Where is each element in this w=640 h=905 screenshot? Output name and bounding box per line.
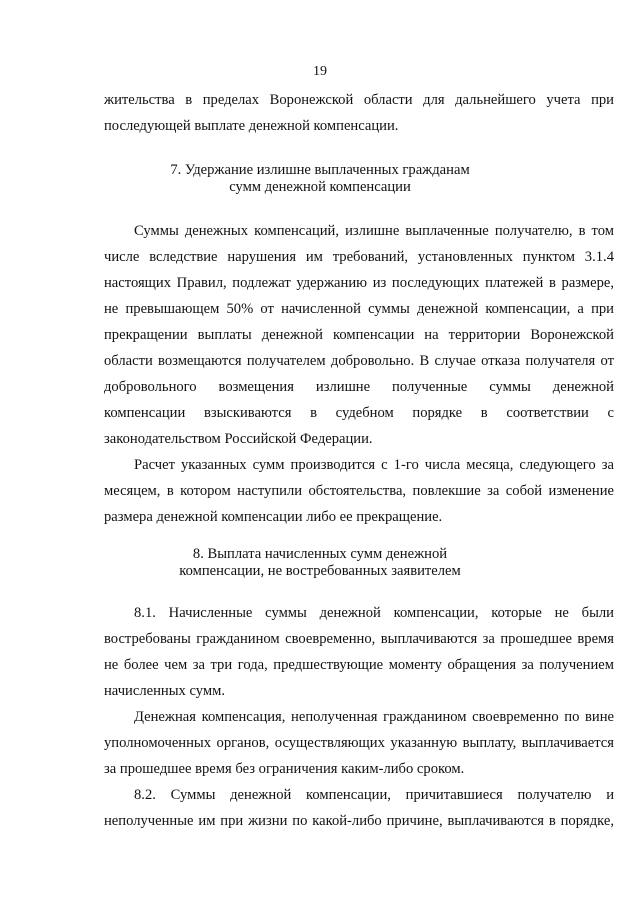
text-line: Суммы денежных компенсаций, излишне выплаченные получателю, в том [134, 223, 614, 239]
text-line: начисленных сумм. [104, 683, 225, 699]
text-line: месяцем, в котором наступили обстоятельства, повлекшие за собой изменение [104, 483, 614, 499]
heading-line: 7. Удержание излишне выплаченных гражданам [170, 162, 470, 178]
page-number: 19 [313, 64, 327, 79]
text-line: законодательством Российской Федерации. [104, 431, 373, 447]
text-line: Денежная компенсация, неполученная гражданином своевременно по вине [134, 709, 614, 725]
text-line: за прошедшее время без ограничения каким-либо сроком. [104, 761, 465, 777]
heading-line: компенсации, не востребованных заявителем [179, 563, 461, 579]
heading-line: сумм денежной компенсации [229, 179, 411, 195]
text-line: жительства в пределах Воронежской области для дальнейшего учета при [104, 92, 614, 108]
text-line: последующей выплате денежной компенсации. [104, 118, 399, 134]
text-line: 8.1. Начисленные суммы денежной компенсации, которые не были [134, 605, 614, 621]
text-line: неполученные им при жизни по какой-либо причине, выплачиваются в порядке, [104, 813, 614, 829]
text-line: не превышающем 50% от начисленной суммы денежной компенсации, а при [104, 301, 614, 317]
text-line: уполномоченных органов, осуществляющих указанную выплату, выплачивается [104, 735, 614, 751]
text-line: области возмещаются получателем добровольно. В случае отказа получателя от [104, 353, 614, 369]
text-line: не более чем за три года, предшествующие моменту обращения за получением [104, 657, 614, 673]
text-line: компенсации взыскиваются в судебном порядке в соответствии с [104, 405, 614, 421]
text-line: настоящих Правил, подлежат удержанию из последующих платежей в размере, [104, 275, 614, 291]
text-line: прекращении выплаты денежной компенсации на территории Воронежской [104, 327, 614, 343]
heading-line: 8. Выплата начисленных сумм денежной [192, 546, 448, 562]
text-line: 8.2. Суммы денежной компенсации, причитавшиеся получателю и [134, 787, 614, 803]
text-line: Расчет указанных сумм производится с 1-го числа месяца, следующего за [134, 457, 614, 473]
text-line: добровольного возмещения излишне полученные суммы денежной [104, 379, 614, 395]
text-line: размера денежной компенсации либо ее прекращение. [104, 509, 443, 525]
text-line: числе вследствие нарушения им требований, установленных пунктом 3.1.4 [104, 249, 614, 265]
text-line: востребованы гражданином своевременно, выплачиваются за прошедшее время [104, 631, 614, 647]
